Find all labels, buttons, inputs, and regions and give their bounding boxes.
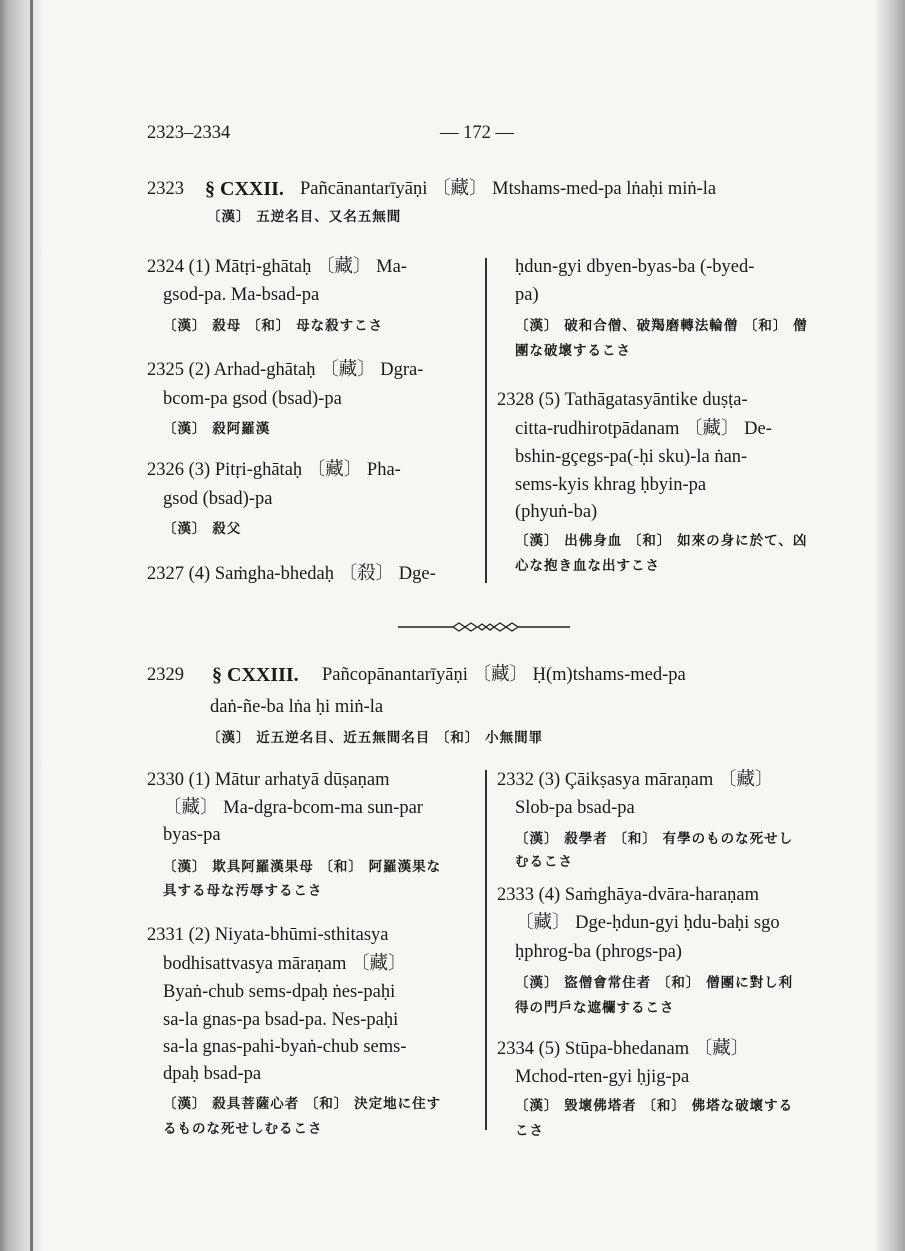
entry-han: 〔漢〕 破和合僧、破羯磨轉法輪僧 〔和〕 僧 <box>515 318 808 334</box>
entry-line: Mchod-rten-gyi ḥjig-pa <box>515 1067 690 1087</box>
entry-han: こさ <box>515 1123 544 1139</box>
entry-line: 2330 (1) Mātur arhatyā dūṣaṇam <box>147 770 390 790</box>
entry-line: 2326 (3) Pitṛi-ghātaḥ 〔藏〕 Pha- <box>147 460 401 480</box>
section-title-cont: daṅ-ñe-ba lṅa ḥi miṅ-la <box>210 697 384 717</box>
section-han: 〔漢〕 五逆名目、又名五無間 <box>207 209 402 225</box>
entry-line: 2328 (5) Tathāgatasyāntike duṣṭa- <box>497 390 748 410</box>
entry-line: bshin-gçegs-pa(-ḥi sku)-la ṅan- <box>515 447 748 467</box>
entry-line: 2324 (1) Mātṛi-ghātaḥ 〔藏〕 Ma- <box>147 257 407 277</box>
entry-line: 〔藏〕 Dge-ḥdun-gyi ḥdu-baḥi sgo <box>515 913 780 933</box>
entry-han: るものな死せしむるこさ <box>163 1121 323 1137</box>
scan-edge-left <box>0 0 42 1251</box>
entry-han: 〔漢〕 殺父 <box>163 521 242 537</box>
entry-line: gsod (bsad)-pa <box>163 489 273 509</box>
section-mark: § CXXII. <box>205 178 284 200</box>
entry-line: ḥphrog-ba (phrogs-pa) <box>515 942 682 962</box>
entry-han: 〔漢〕 毀壞佛塔者 〔和〕 佛塔な破壞する <box>515 1098 794 1114</box>
section-number: 2323 <box>147 179 184 199</box>
ornament-divider <box>398 620 570 634</box>
column-divider <box>485 770 487 1130</box>
entry-line: Byaṅ-chub sems-dpaḥ ṅes-paḥi <box>163 982 396 1002</box>
entry-han: 團な破壞するこさ <box>515 343 631 359</box>
entry-line: sa-la gnas-pahi-byaṅ-chub sems- <box>163 1037 407 1057</box>
entry-line: 2331 (2) Niyata-bhūmi-sthitasya <box>147 925 389 945</box>
page-range: 2323–2334 <box>147 123 231 143</box>
scan-edge-right <box>875 0 905 1251</box>
entry-han: 〔漢〕 殺學者 〔和〕 有學のものな死せし <box>515 831 794 847</box>
entry-line: bcom-pa gsod (bsad)-pa <box>163 389 342 409</box>
entry-han: むるこさ <box>515 854 573 870</box>
entry-line: 2333 (4) Saṁghāya-dvāra-haraṇam <box>497 885 759 905</box>
entry-han: 〔漢〕 殺具菩薩心者 〔和〕 決定地に住す <box>163 1096 442 1112</box>
section-title: Pañcopānantarīyāṇi 〔藏〕 Ḥ(m)tshams-med-pa <box>322 665 686 685</box>
column-divider <box>485 258 487 583</box>
section-mark: § CXXIII. <box>212 664 299 686</box>
entry-line: dpaḥ bsad-pa <box>163 1064 262 1084</box>
entry-line: byas-pa <box>163 825 221 845</box>
scan-edge-line <box>30 0 33 1251</box>
entry-line: bodhisattvasya māraṇam 〔藏〕 <box>163 954 407 974</box>
entry-line: 〔藏〕 Ma-dgra-bcom-ma sun-par <box>163 798 423 818</box>
section-number: 2329 <box>147 665 184 685</box>
entry-line: sa-la gnas-pa bsad-pa. Nes-paḥi <box>163 1010 399 1030</box>
entry-han: 心な抱き血な出すこさ <box>515 558 660 574</box>
entry-line: citta-rudhirotpādanam 〔藏〕 De- <box>515 419 772 439</box>
entry-line: Slob-pa bsad-pa <box>515 798 635 818</box>
entry-han: 〔漢〕 殺母 〔和〕 母な殺すこさ <box>163 318 384 334</box>
entry-line: sems-kyis khrag ḥbyin-pa <box>515 475 707 495</box>
entry-line: ḥdun-gyi dbyen-byas-ba (-byed- <box>515 257 755 277</box>
entry-line: 2327 (4) Saṁgha-bhedaḥ 〔殺〕 Dge- <box>147 564 436 584</box>
entry-line: pa) <box>515 285 539 305</box>
entry-han: 〔漢〕 出佛身血 〔和〕 如來の身に於て、凶 <box>515 533 808 549</box>
entry-han: 〔漢〕 欺具阿羅漢果母 〔和〕 阿羅漢果な <box>163 859 442 875</box>
entry-line: (phyuṅ-ba) <box>515 502 598 522</box>
entry-line: 2332 (3) Çāikṣasya māraṇam 〔藏〕 <box>497 770 774 790</box>
entry-han: 具する母な汚辱するこさ <box>163 883 323 899</box>
section-title: Pañcānantarīyāṇi 〔藏〕 Mtshams-med-pa lṅaḥi miṅ-la <box>300 179 717 199</box>
entry-han: 得の門戶な遮欄するこさ <box>515 1000 675 1016</box>
entry-line: gsod-pa. Ma-bsad-pa <box>163 285 320 305</box>
entry-line: 2325 (2) Arhad-ghātaḥ 〔藏〕 Dgra- <box>147 360 424 380</box>
section-han: 〔漢〕 近五逆名目、近五無間名目 〔和〕 小無間罪 <box>207 730 544 746</box>
page-number: — 172 — <box>440 123 514 143</box>
entry-han: 〔漢〕 殺阿羅漢 <box>163 421 271 437</box>
entry-line: 2334 (5) Stūpa-bhedanam 〔藏〕 <box>497 1039 750 1059</box>
entry-han: 〔漢〕 盜僧會常住者 〔和〕 僧團に對し利 <box>515 975 794 991</box>
